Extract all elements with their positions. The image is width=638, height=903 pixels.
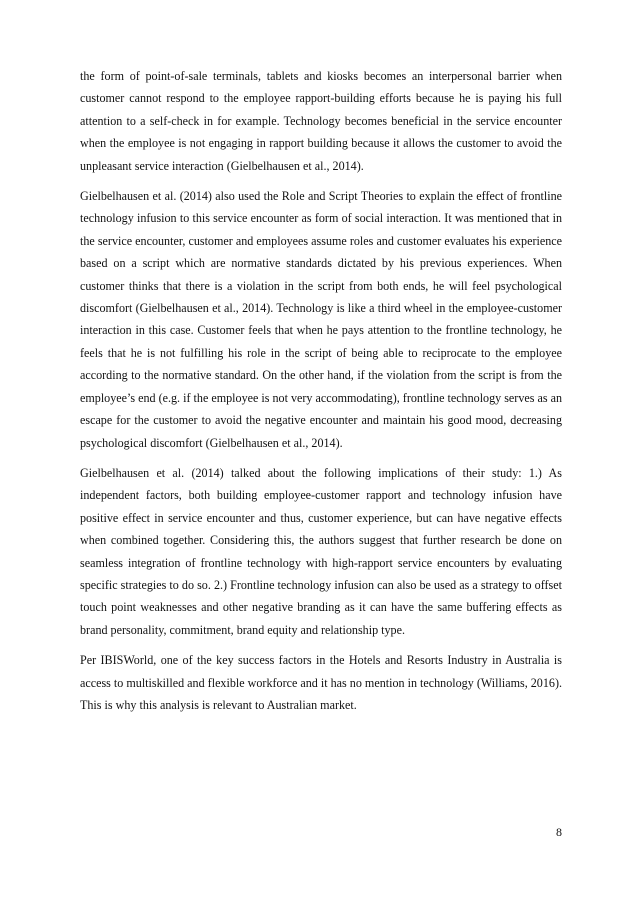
- page-number: 8: [556, 825, 562, 839]
- paragraph-ibisworld: Per IBISWorld, one of the key success factors in the Hotels and Resorts Industry in Australia is access to multiskilled and flexible workforce and it has no mention in technology (Williams, 2016). This is why this analysis is relevant to Australian market.: [80, 653, 562, 712]
- paragraph-role-script-theories: Gielbelhausen et al. (2014) also used the Role and Script Theories to explain the effect of frontline technology infusion to this service encounter as form of social interaction. It was mentioned that in the service encounter, customer and employees assume roles and customer evaluates his experience based on a script which are normative standards dictated by his previous experiences. When customer thinks that there is a violation in the script from both ends, he will feel psychological discomfort (Gielbelhausen et al., 2014). Technology is like a third wheel in the employee-customer interaction in this case. Customer feels that when he pays attention to the frontline technology, he feels that he is not fulfilling his role in the script of being able to reciprocate to the employee according to the normative standard. On the other hand, if the violation from the script is from the employee’s end (e.g. if the employee is not very accommodating), frontline technology serves as an escape for the customer to avoid the negative encounter and maintain his good mood, decreasing psychological discomfort (Gielbelhausen et al., 2014).: [80, 189, 562, 450]
- body-text: [80, 65, 562, 716]
- paragraph-technology-barrier: the form of point-of-sale terminals, tablets and kiosks becomes an interpersonal barrier when customer cannot respond to the employee rapport-building efforts because he is paying his full attention to a self-check in for example. Technology becomes beneficial in the service encounter when the employee is not engaging in rapport building because it allows the customer to avoid the unpleasant service interaction (Gielbelhausen et al., 2014).: [80, 69, 562, 173]
- paragraph-study-implications: Gielbelhausen et al. (2014) talked about the following implications of their study: 1.) As independent factors, both building employee-customer rapport and technology infusion have positive effect in service encounter and thus, customer experience, but can have negative effects when combined together. Considering this, the authors suggest that further research be done on seamless integration of frontline technology with high-rapport service encounters by evaluating specific strategies to do so. 2.) Frontline technology infusion can also be used as a strategy to offset touch point weaknesses and other negative branding as it can have the same buffering effects as brand personality, commitment, brand equity and relationship type.: [80, 465, 562, 637]
